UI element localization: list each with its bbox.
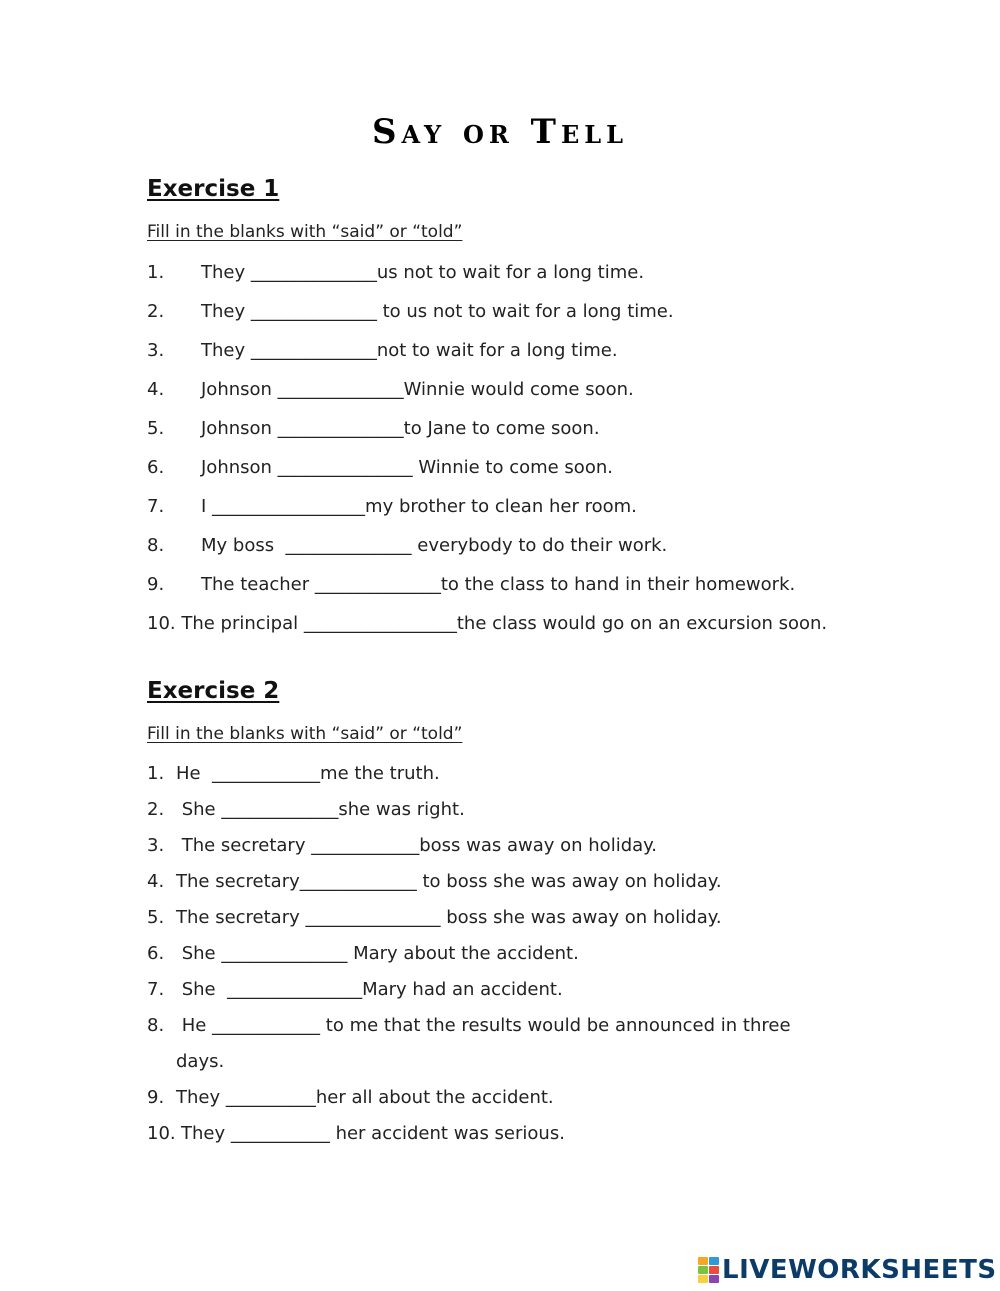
exercise-2-instruction: Fill in the blanks with “said” or “told” — [147, 724, 463, 744]
logo-blocks-icon — [698, 1257, 719, 1283]
item-number: 5. — [147, 418, 165, 439]
item-text: They __________her all about the accident. — [176, 1087, 554, 1108]
item-text: days. — [176, 1051, 225, 1072]
exercise-2-heading: Exercise 2 — [147, 678, 280, 704]
item-text: She _______________Mary had an accident. — [176, 979, 563, 1000]
exercise-1-instruction: Fill in the blanks with “said” or “told” — [147, 222, 463, 242]
item-text: Johnson _______________ Winnie to come soon. — [201, 457, 613, 478]
item-number: 7. — [147, 979, 165, 1000]
item-number: 3. — [147, 835, 165, 856]
item-number: 2. — [147, 301, 165, 322]
item-text: The secretary_____________ to boss she was away on holiday. — [176, 871, 722, 892]
item-number: 4. — [147, 379, 165, 400]
item-number: 7. — [147, 496, 165, 517]
item-text: She _____________she was right. — [176, 799, 465, 820]
item-number: 2. — [147, 799, 165, 820]
item-number: 6. — [147, 943, 165, 964]
item-text: He ____________ to me that the results would be announced in three — [176, 1015, 791, 1036]
item-number: 5. — [147, 907, 165, 928]
item-text: My boss ______________ everybody to do their work. — [201, 535, 668, 556]
item-text: The secretary _______________ boss she was away on holiday. — [176, 907, 722, 928]
item-text: I _________________my brother to clean her room. — [201, 496, 637, 517]
list-item: 10. The principal _________________the class would go on an excursion soon. — [147, 613, 828, 634]
item-number: 1. — [147, 763, 165, 784]
item-number: 9. — [147, 574, 165, 595]
item-number: 10. — [147, 1123, 176, 1144]
item-number: 8. — [147, 1015, 165, 1036]
item-text: They ______________not to wait for a long time. — [201, 340, 618, 361]
item-number: 9. — [147, 1087, 165, 1108]
item-number: 6. — [147, 457, 165, 478]
item-text: They ______________us not to wait for a long time. — [201, 262, 645, 283]
item-number: 4. — [147, 871, 165, 892]
liveworksheets-logo — [698, 1256, 997, 1284]
item-text: Johnson ______________Winnie would come soon. — [201, 379, 634, 400]
item-text: The secretary ____________boss was away on holiday. — [176, 835, 657, 856]
item-text: Johnson ______________to Jane to come soon. — [201, 418, 600, 439]
item-text: The teacher ______________to the class to hand in their homework. — [201, 574, 796, 595]
item-number: 8. — [147, 535, 165, 556]
item-text: They ______________ to us not to wait for a long time. — [201, 301, 674, 322]
item-text: They ___________ her accident was serious. — [181, 1123, 565, 1144]
worksheet-title: Say or Tell — [372, 112, 628, 152]
item-text: She ______________ Mary about the accident. — [176, 943, 579, 964]
item-number: 1. — [147, 262, 165, 283]
logo-text: LIVEWORKSHEETS — [722, 1255, 997, 1285]
item-number: 3. — [147, 340, 165, 361]
exercise-1-heading: Exercise 1 — [147, 176, 280, 202]
item-text: He ____________me the truth. — [176, 763, 440, 784]
